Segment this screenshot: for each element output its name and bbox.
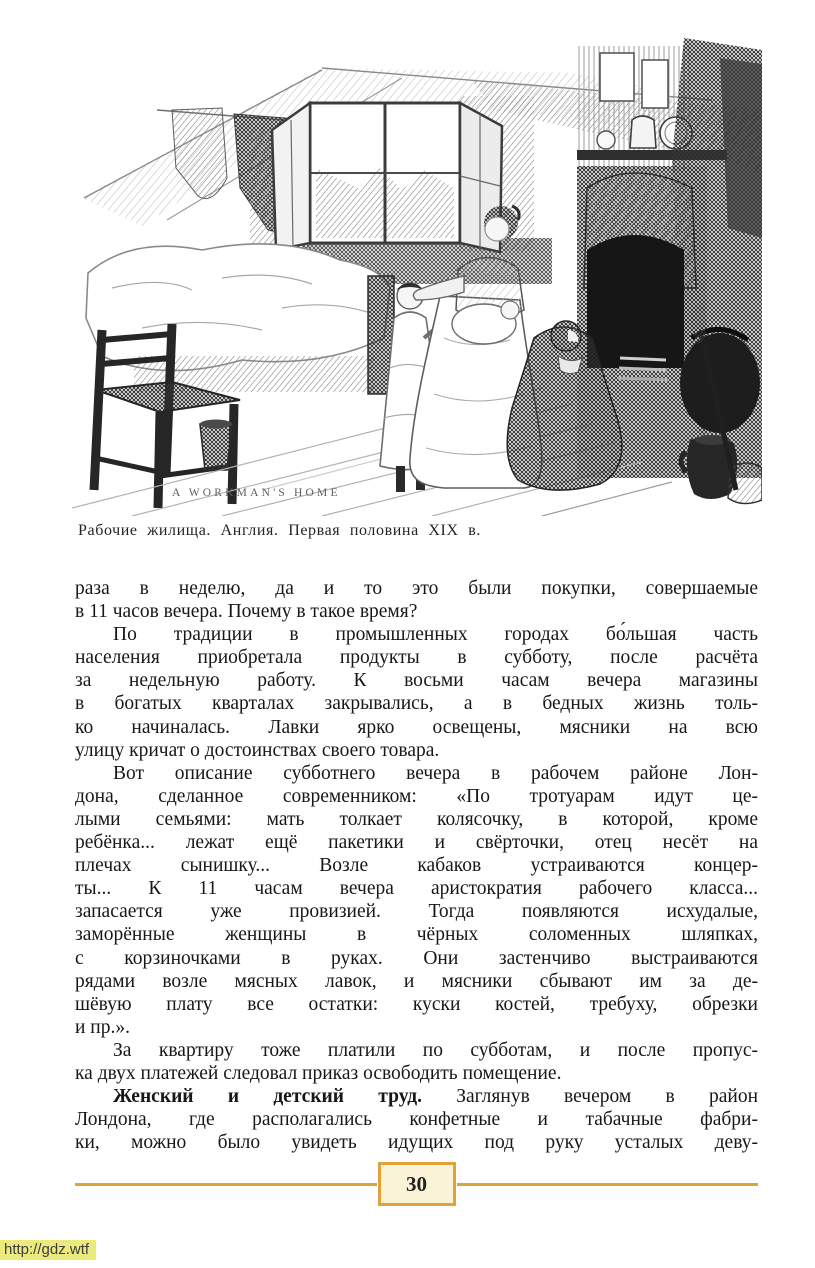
- text-line: Женский и детский труд. Заглянув вечером в район: [113, 1086, 759, 1108]
- text-line: ка двух платежей следовал приказ освободить помещение.: [75, 1062, 562, 1084]
- text-line: По традиции в промышленных городах бо́льшая часть: [113, 624, 758, 646]
- text-line: в богатых кварталах закрывались, а в бедных жизнь толь-: [75, 693, 758, 715]
- text-line: Вот описание субботнего вечера в рабочем районе Лон-: [113, 762, 758, 784]
- text-line: заморённые женщины в чёрных соломенных шляпках,: [75, 924, 758, 946]
- text-line: в 11 часов вечера. Почему в такое время?: [75, 601, 418, 623]
- engraving-svg: [72, 38, 762, 516]
- section-lead-bold: Женский и детский труд.: [113, 1086, 422, 1108]
- text-line: за недельную работу. К восьми часам вечера магазины: [75, 670, 758, 692]
- text-line: дона, сделанное современником: «По тротуарам идут це-: [75, 785, 758, 807]
- footer-rule-right: [457, 1183, 759, 1186]
- window: [272, 103, 502, 252]
- text-line: плечах сынишку... Возле кабаков устраиваются концер-: [75, 855, 758, 877]
- text-line: шёвую плату все остатки: куски костей, требуху, обрезки: [75, 993, 758, 1015]
- text-line: с корзиночками в руках. Они застенчиво выстраиваются: [75, 947, 758, 969]
- page-number: 30: [378, 1162, 456, 1206]
- paragraph: [75, 762, 758, 1039]
- text-line: запасается уже провизией. Тогда появляются исхудалые,: [75, 901, 758, 923]
- mother-face: [485, 217, 509, 241]
- text-line: раза в неделю, да и то это были покупки, совершаемые: [75, 578, 758, 599]
- text-line: За квартиру тоже платили по субботам, и после пропус-: [113, 1039, 758, 1061]
- text-line: лыми семьями: мать толкает колясочку, в которой, кроме: [75, 808, 758, 830]
- watermark-url: http://gdz.wtf: [0, 1240, 96, 1260]
- text-line: ки, можно было увидеть идущих под руку усталых деву-: [75, 1132, 758, 1154]
- page-footer: [75, 1161, 758, 1207]
- text-line: улицу кричат о достоинствах своего товара.: [75, 739, 440, 761]
- text-line: и пр.».: [75, 1016, 130, 1038]
- paragraph: [75, 577, 758, 623]
- text-line: населения приобретала продукты в субботу, после расчёта: [75, 647, 758, 669]
- bed: [86, 244, 394, 394]
- figure-caption: Рабочие жилища. Англия. Первая половина XIX в.: [78, 522, 481, 539]
- paragraph: [75, 1039, 758, 1085]
- paragraph: [75, 1085, 758, 1154]
- engraving-title: A WORKMAN'S HOME: [172, 487, 341, 499]
- footer-rule-left: [75, 1183, 377, 1186]
- text-line: рядами возле мясных лавок, и мясники сбывают им за де-: [75, 970, 758, 992]
- bucket: [200, 420, 232, 471]
- text-line: ребёнка... лежат ещё пакетики и свёрточки, отец несёт на: [75, 832, 758, 854]
- paragraph: [75, 623, 758, 762]
- body-text: [75, 577, 758, 1154]
- text-line: ты... К 11 часам вечера аристократия рабочего класса...: [75, 878, 758, 900]
- text-line: ко начиналась. Лавки ярко освещены, мясники на всю: [75, 716, 758, 738]
- text-line: Лондона, где располагались конфетные и табачные фабри-: [75, 1109, 758, 1131]
- illustration-engraving: [72, 38, 762, 516]
